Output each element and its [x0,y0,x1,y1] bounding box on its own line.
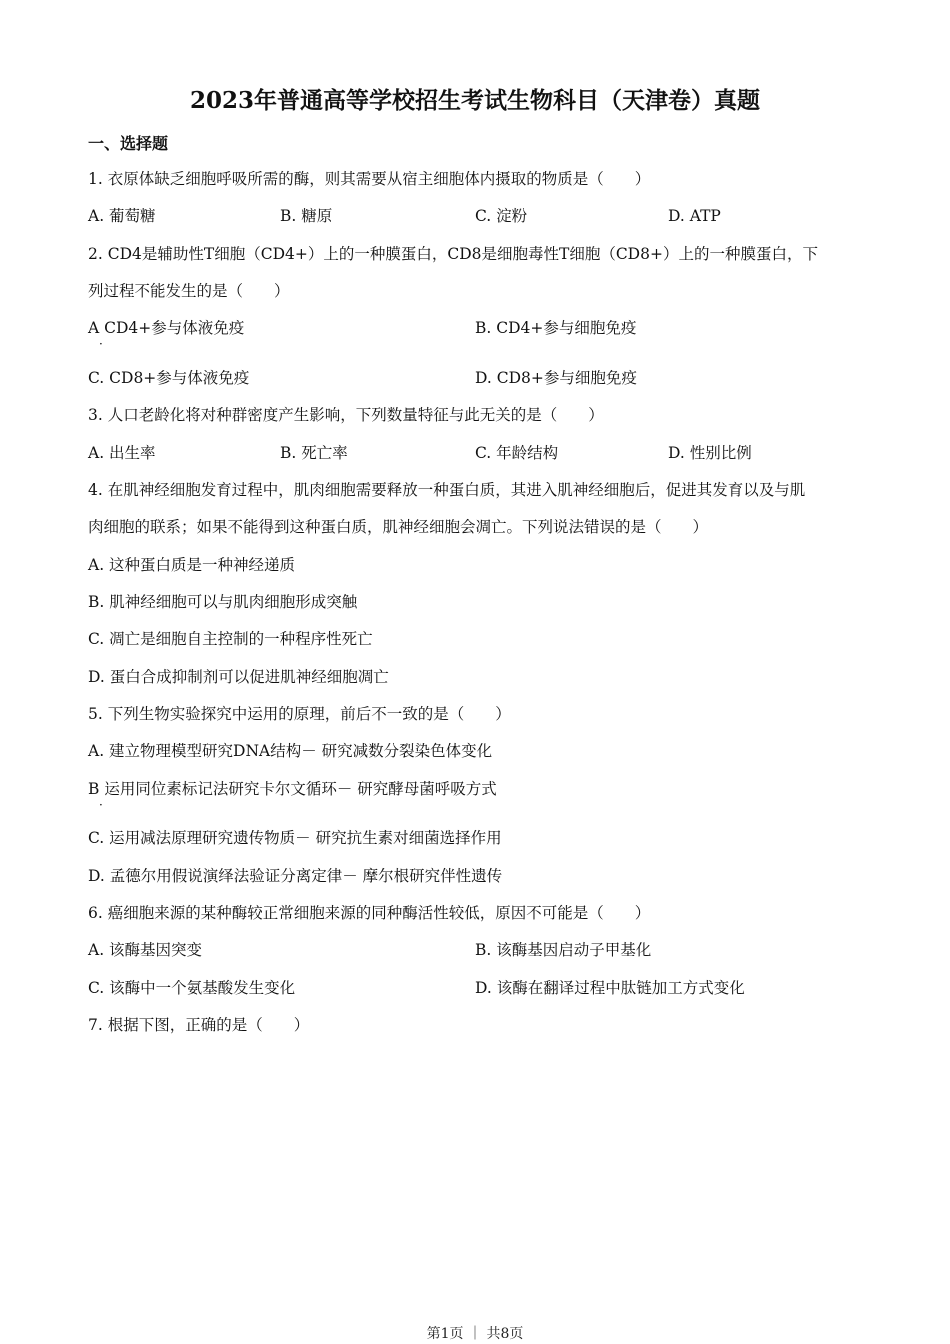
question-3-stem: 3. 人口老龄化将对种群密度产生影响，下列数量特征与此无关的是（ ） [88,406,604,424]
question-1-option-b: B. 糖原 [280,207,333,225]
question-1-option-c: C. 淀粉 [475,207,528,225]
question-1-option-a: A. 葡萄糖 [88,207,156,225]
question-4-stem-line2: 肉细胞的联系；如果不能得到这种蛋白质，肌神经细胞会凋亡。下列说法错误的是（ ） [88,518,709,536]
question-3-option-d: D. 性别比例 [668,444,752,462]
question-7-stem: 7. 根据下图，正确的是（ ） [88,1016,310,1034]
question-3-option-b: B. 死亡率 [280,444,348,462]
question-5-stem: 5. 下列生物实验探究中运用的原理，前后不一致的是（ ） [88,705,511,723]
question-5-option-d: D. 孟德尔用假说演绎法验证分离定律－ 摩尔根研究伴性遗传 [88,867,503,885]
question-2-stem-line2: 列过程不能发生的是（ ） [88,282,290,300]
question-3-option-a: A. 出生率 [88,444,156,462]
question-6-option-d: D. 该酶在翻译过程中肽链加工方式变化 [475,979,745,997]
question-6-option-a: A. 该酶基因突变 [88,941,203,959]
question-2-option-c: C. CD8+参与体液免疫 [88,369,250,387]
question-2-stem-line1: 2. CD4是辅助性T细胞（CD4+）上的一种膜蛋白，CD8是细胞毒性T细胞（CD8+）上的一种膜蛋白，下 [88,245,818,263]
question-4-option-a: A. 这种蛋白质是一种神经递质 [88,556,296,574]
question-6-option-c: C. 该酶中一个氨基酸发生变化 [88,979,296,997]
question-2-option-a: A CD4+参与体液免疫 [88,319,245,337]
question-2-option-b: B. CD4+参与细胞免疫 [475,319,637,337]
question-6-stem: 6. 癌细胞来源的某种酶较正常细胞来源的同种酶活性较低，原因不可能是（ ） [88,904,651,922]
question-3-option-c: C. 年龄结构 [475,444,559,462]
page-title: 2023年普通高等学校招生考试生物科目（天津卷）真题 [189,87,760,114]
question-1-stem: 1. 衣原体缺乏细胞呼吸所需的酶，则其需要从宿主细胞体内摄取的物质是（ ） [88,170,651,188]
question-1-option-d: D. ATP [668,207,721,225]
question-5-option-a: A. 建立物理模型研究DNA结构－ 研究减数分裂染色体变化 [88,742,493,760]
dot-mark: · [99,798,103,812]
question-4-option-d: D. 蛋白合成抑制剂可以促进肌神经细胞凋亡 [88,668,389,686]
section-heading: 一、选择题 [88,134,169,153]
question-2-option-d: D. CD8+参与细胞免疫 [475,369,637,387]
question-4-option-c: C. 凋亡是细胞自主控制的一种程序性死亡 [88,630,373,648]
question-4-option-b: B. 肌神经细胞可以与肌肉细胞形成突触 [88,593,358,611]
page-footer: 第1页 ｜ 共8页 [426,1326,524,1342]
question-5-option-b: B 运用同位素标记法研究卡尔文循环－ 研究酵母菌呼吸方式 [88,780,497,798]
question-5-option-c: C. 运用减法原理研究遗传物质－ 研究抗生素对细菌选择作用 [88,829,502,847]
question-4-stem-line1: 4. 在肌神经细胞发育过程中，肌肉细胞需要释放一种蛋白质，其进入肌神经细胞后，促进其发育以及与肌 [88,481,806,499]
question-6-option-b: B. 该酶基因启动子甲基化 [475,941,652,959]
dot-mark: · [99,337,103,351]
